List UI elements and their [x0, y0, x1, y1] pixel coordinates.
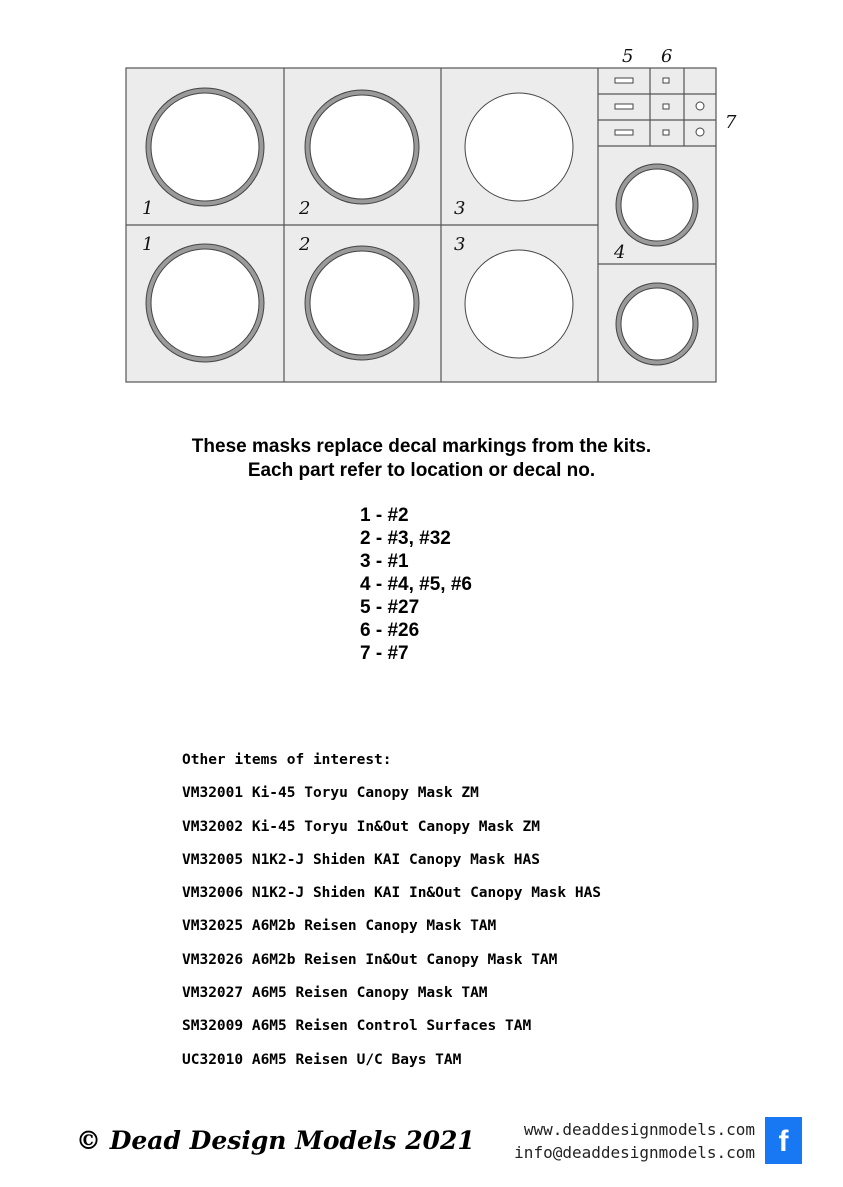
list-item: SM32009 A6M5 Reisen Control Surfaces TAM [182, 1018, 532, 1035]
mask-circle-4b [616, 283, 698, 365]
part-label-2-top: 2 [299, 198, 311, 219]
list-item: UC32010 A6M5 Reisen U/C Bays TAM [182, 1051, 462, 1068]
list-item: VM32002 Ki-45 Toryu In&Out Canopy Mask ZM [182, 818, 540, 835]
other-items-list [182, 750, 601, 1083]
part-label-7: 7 [725, 112, 737, 133]
list-item: VM32005 N1K2-J Shiden KAI Canopy Mask HAS [182, 851, 540, 868]
mask-circle-2a [305, 90, 419, 204]
legend-item: 7 - #7 [360, 643, 409, 664]
part-label-1-top: 1 [142, 198, 154, 219]
caption [0, 435, 843, 483]
mask-sheet-diagram [0, 0, 843, 400]
contact-info [514, 1118, 755, 1164]
part-label-3-bottom: 3 [454, 234, 466, 255]
part-label-6: 6 [661, 46, 673, 67]
legend-item: 4 - #4, #5, #6 [360, 574, 472, 595]
list-item: VM32027 A6M5 Reisen Canopy Mask TAM [182, 985, 488, 1002]
mask-circle-3a [465, 93, 573, 201]
legend-item: 1 - #2 [360, 505, 409, 526]
list-item: VM32026 A6M2b Reisen In&Out Canopy Mask TAM [182, 951, 558, 968]
facebook-icon[interactable]: f [765, 1117, 802, 1164]
email-link[interactable]: info@deaddesignmodels.com [514, 1143, 755, 1162]
list-item: VM32025 A6M2b Reisen Canopy Mask TAM [182, 918, 497, 935]
caption-line-2: Each part refer to location or decal no. [247, 460, 596, 481]
legend-item: 6 - #26 [360, 620, 420, 641]
mask-circle-2b [305, 246, 419, 360]
copyright-notice: © Dead Design Models 2021 [76, 1126, 475, 1155]
part-label-3-top: 3 [454, 198, 466, 219]
caption-line-1: These masks replace decal markings from the kits. [191, 436, 652, 457]
list-item: VM32001 Ki-45 Toryu Canopy Mask ZM [182, 785, 479, 802]
mask-circle-4a [616, 164, 698, 246]
part-label-4: 4 [614, 242, 626, 263]
legend-item: 3 - #1 [360, 551, 409, 572]
other-items-heading: Other items of interest: [182, 752, 392, 768]
legend-item: 5 - #27 [360, 597, 420, 618]
decal-legend [360, 504, 472, 665]
mask-circle-1a [146, 88, 264, 206]
part-label-2-bottom: 2 [299, 234, 311, 255]
mask-circle-3b [465, 250, 573, 358]
part-label-1-bottom: 1 [142, 234, 154, 255]
mask-circle-1b [146, 244, 264, 362]
list-item: VM32006 N1K2-J Shiden KAI In&Out Canopy Mask HAS [182, 885, 602, 902]
website-link[interactable]: www.deaddesignmodels.com [523, 1120, 755, 1139]
part-label-5: 5 [622, 46, 634, 67]
legend-item: 2 - #3, #32 [360, 528, 451, 549]
